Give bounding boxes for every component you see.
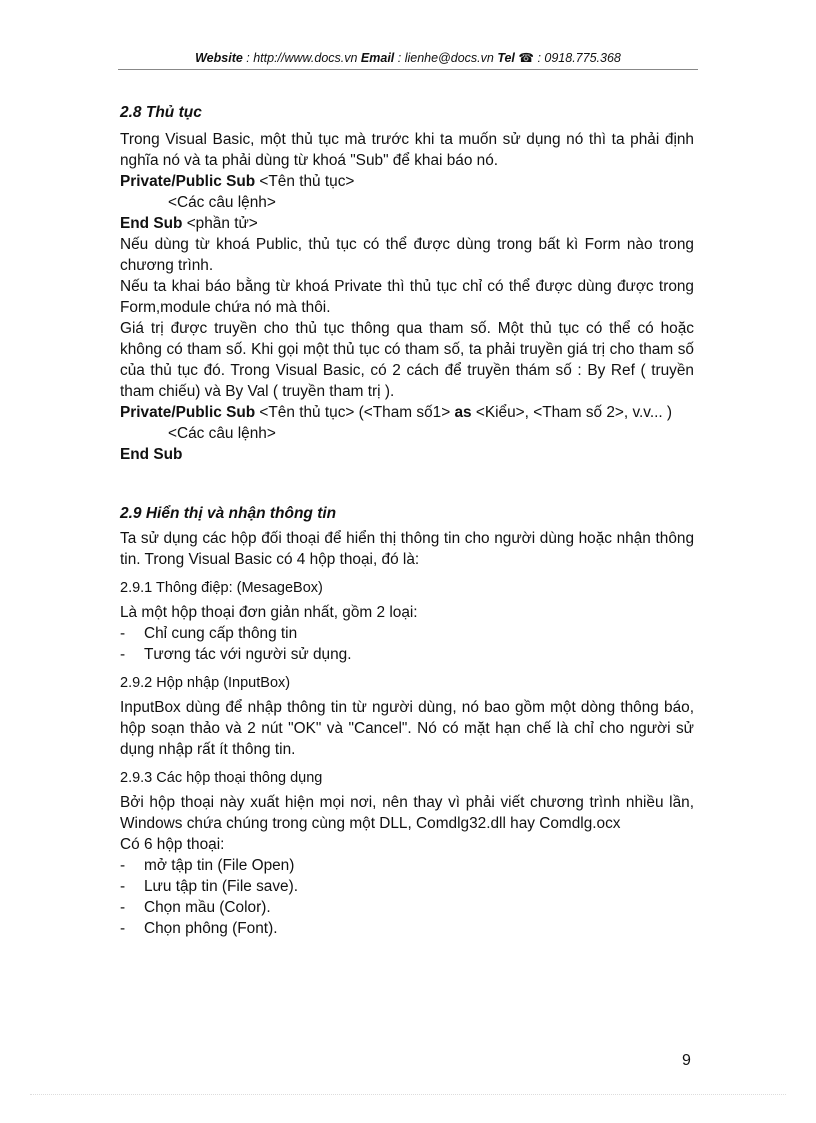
section-2-9-title: 2.9 Hiển thị và nhận thông tin	[120, 505, 337, 522]
section-2-8-title: 2.8 Thủ tục	[120, 104, 202, 121]
website-value: : http://www.docs.vn	[242, 51, 361, 65]
s28-paragraph-1: Trong Visual Basic, một thủ tục mà trước khi ta muốn sử dụng nó thì ta phải định nghĩa nó và ta phải dùng từ khoá "Sub" để khai báo nó.	[120, 131, 694, 169]
phone-icon: ☎	[518, 51, 534, 65]
list-dash: -	[120, 920, 126, 937]
list-item-text: mở tập tin (File Open)	[144, 857, 295, 874]
s29-paragraph-1: Ta sử dụng các hộp đối thoại để hiển thị thông tin cho người dùng hoặc nhận thông tin. Trong Visual Basic có 4 hộp thoại, đó là:	[120, 530, 694, 568]
list-item-text: Chỉ cung cấp thông tin	[144, 625, 298, 642]
list-item-text: Lưu tập tin (File save).	[144, 878, 299, 895]
code-block-2-end	[120, 444, 694, 465]
s293-paragraph: Bởi hộp thoại này xuất hiện mọi nơi, nên thay vì phải viết chương trình nhiều lần, Windows chứa chúng trong cùng một DLL, Comdlg32.dll hay Comdlg.ocx	[120, 794, 694, 832]
list-dash: -	[120, 625, 126, 642]
list-item	[120, 855, 694, 876]
tel-label: Tel	[497, 51, 515, 65]
code-block-2-header	[120, 402, 694, 423]
list-item	[120, 918, 694, 939]
code-keyword-as: as	[454, 404, 472, 421]
website-label: Website	[195, 51, 243, 65]
code-keyword: Private/Public Sub	[120, 404, 256, 421]
list-item-text: Chọn mầu (Color).	[144, 899, 271, 916]
list-dash: -	[120, 899, 126, 916]
list-dash: -	[120, 878, 126, 895]
section-2-9-1-title: 2.9.1 Thông điệp: (MesageBox)	[120, 580, 323, 596]
email-value: : lienhe@docs.vn	[394, 51, 498, 65]
code-keyword: End Sub	[120, 215, 183, 232]
email-label: Email	[360, 51, 395, 65]
code-block-2-body: <Các câu lệnh>	[168, 425, 276, 442]
section-2-9-3-title: 2.9.3 Các hộp thoại thông dụng	[120, 770, 323, 786]
s28-paragraph-2: Nếu dùng từ khoá Public, thủ tục có thể được dùng trong bất kì Form nào trong chương trình.	[120, 236, 694, 274]
header-divider	[118, 69, 698, 70]
s291-paragraph: Là một hộp thoại đơn giản nhất, gồm 2 loại:	[120, 604, 418, 621]
code-keyword: Private/Public Sub	[120, 173, 256, 190]
code-text: <phần tử>	[182, 215, 258, 232]
s292-paragraph: InputBox dùng để nhập thông tin từ người dùng, nó bao gồm một dòng thông báo, hộp soạn thảo và 2 nút "OK" và "Cancel". Nó có mặt hạn chế là chỉ cho người sử dụng nhập rất ít thông tin.	[120, 699, 694, 758]
page-content	[120, 102, 694, 939]
list-dash: -	[120, 857, 126, 874]
page-number: 9	[682, 1052, 691, 1069]
section-2-9-2-title: 2.9.2 Hộp nhập (InputBox)	[120, 675, 291, 691]
code-block-1-header	[120, 171, 694, 192]
footer-divider	[30, 1094, 786, 1095]
code-text: <Tên thủ tục> (<Tham số1>	[255, 404, 455, 421]
code-block-1-body: <Các câu lệnh>	[168, 194, 276, 211]
code-text: <Kiểu>, <Tham số 2>, v.v... )	[471, 404, 673, 421]
list-item-text: Tương tác với người sử dụng.	[144, 646, 352, 663]
tel-value: : 0918.775.368	[533, 51, 621, 65]
s28-paragraph-4: Giá trị được truyền cho thủ tục thông qua tham số. Một thủ tục có thể có hoặc không có tham số. Khi gọi một thủ tục có tham số, ta phải truyền giá trị cho tham số của thủ tục đó. Trong Visual Basic, có 2 cách để truyền thám số : By Ref ( truyền tham chiếu) và By Val ( truyền tham trị ).	[120, 320, 694, 400]
s293-paragraph-2: Có 6 hộp thoại:	[120, 836, 225, 853]
page-header	[118, 50, 698, 65]
list-item	[120, 876, 694, 897]
list-dash: -	[120, 646, 126, 663]
s28-paragraph-3: Nếu ta khai báo bằng từ khoá Private thì thủ tục chỉ có thể được dùng được trong Form,module chứa nó mà thôi.	[120, 278, 694, 316]
list-item	[120, 623, 694, 644]
list-item	[120, 644, 694, 665]
code-block-1-end	[120, 213, 694, 234]
code-keyword: End Sub	[120, 446, 183, 463]
code-text: <Tên thủ tục>	[255, 173, 355, 190]
list-item-text: Chọn phông (Font).	[144, 920, 278, 937]
list-item	[120, 897, 694, 918]
